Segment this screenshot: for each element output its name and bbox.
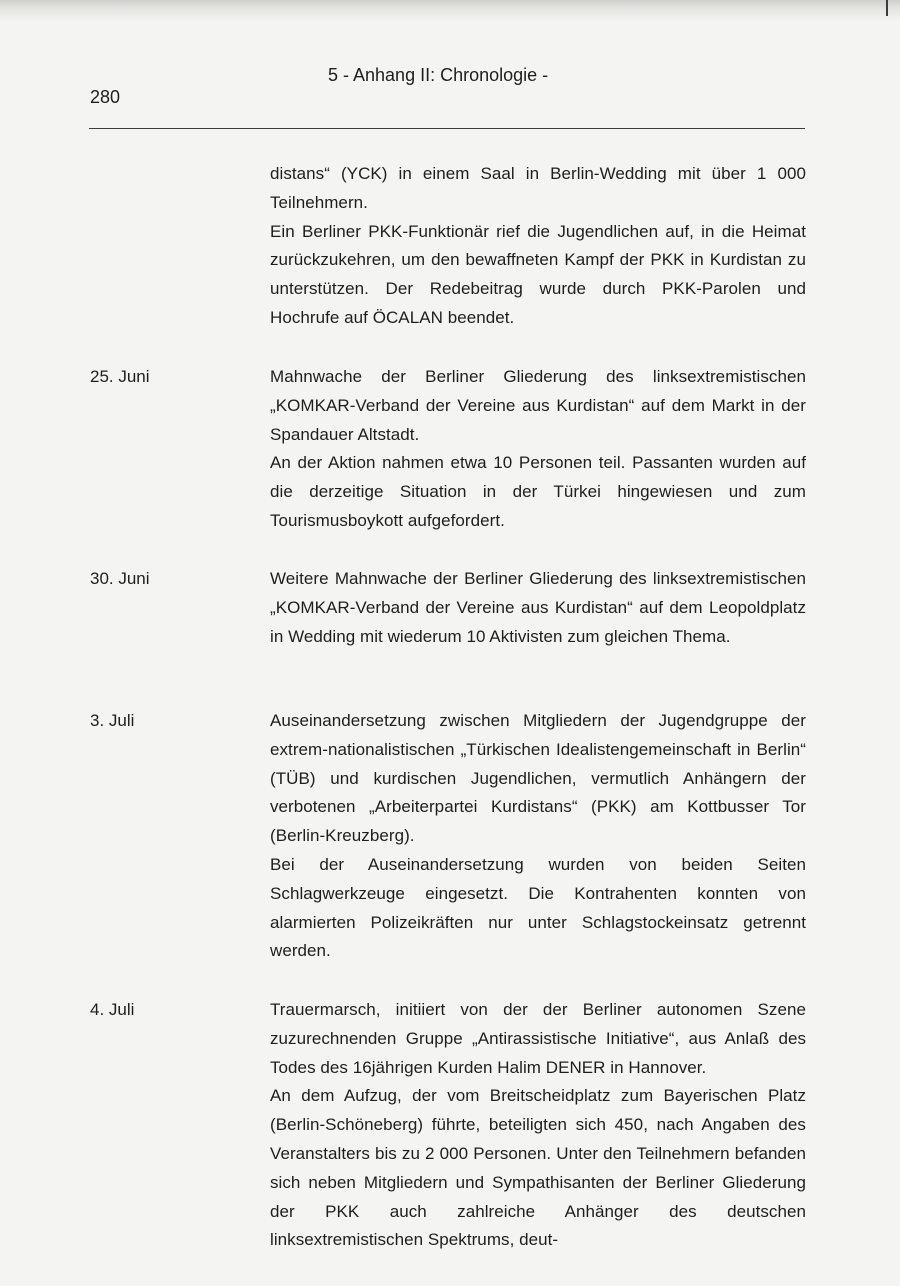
entry-date: 4. Juli xyxy=(90,1000,135,1019)
entry-paragraph: Mahnwache der Berliner Gliederung des linksextremistischen „KOMKAR-Verband der Vereine aus Kurdistan“ auf dem Markt in der Spandauer Altstadt. xyxy=(270,367,806,444)
entry-text xyxy=(270,565,806,651)
scan-shadow xyxy=(0,0,900,22)
entry-date: 25. Juni xyxy=(90,367,150,386)
entry-text xyxy=(270,996,806,1255)
entry-date: 30. Juni xyxy=(90,569,150,588)
entry-paragraph: Bei der Auseinandersetzung wurden von beiden Seiten Schlagwerkzeuge eingesetzt. Die Kontrahenten konnten von alarmierten Polizeikräften nur unter Schlagstockeinsatz getrennt werden. xyxy=(270,854,806,961)
entry-paragraph: An der Aktion nahmen etwa 10 Personen teil. Passanten wurden auf die derzeitige Situation in der Türkei hingewiesen und zum Tourismusboykott aufgefordert. xyxy=(270,453,806,530)
entry-paragraph: Auseinandersetzung zwischen Mitgliedern der Jugendgruppe der extrem-nationalistischen „Türkischen Idealistengemeinschaft in Berlin“ (TÜB) und kurdischen Jugendlichen, vermutlich Anhängern der verbotenen „Arbeiterpartei Kurdistans“ (PKK) am Kottbusser Tor (Berlin-Kreuzberg). xyxy=(270,711,806,846)
entry-date: 3. Juli xyxy=(90,711,135,730)
entry-text xyxy=(270,363,806,536)
entry-text xyxy=(270,160,806,333)
page-number: 280 xyxy=(90,87,121,107)
scan-edge-mark xyxy=(886,0,888,16)
running-title: 5 - Anhang II: Chronologie - xyxy=(328,65,549,85)
entry-text xyxy=(270,707,806,966)
entry-paragraph: An dem Aufzug, der vom Breitscheidplatz zum Bayerischen Platz (Berlin-Schöneberg) führte, beteiligten sich 450, nach Angaben des Veranstalters bis zu 2 000 Personen. Unter den Teilnehmern befanden sich neben Mitgliedern und Sympathisanten der Berliner Gliederung der PKK auch zahlreiche Anhänger des deutschen linksextremistischen Spektrums, deut- xyxy=(270,1086,806,1250)
header-divider xyxy=(89,128,805,129)
entry-paragraph: Weitere Mahnwache der Berliner Gliederung des linksextremistischen „KOMKAR-Verband der Vereine aus Kurdistan“ auf dem Leopoldplatz in Wedding mit wiederum 10 Aktivisten zum gleichen Thema. xyxy=(270,569,806,646)
entry-paragraph: Trauermarsch, initiiert von der der Berliner autonomen Szene zuzurechnenden Gruppe „Antirassistische Initiative“, aus Anlaß des Todes des 16jährigen Kurden Halim DENER in Hannover. xyxy=(270,1000,806,1077)
entry-paragraph: Ein Berliner PKK-Funktionär rief die Jugendlichen auf, in die Heimat zurückzukehren, um den bewaffneten Kampf der PKK in Kurdistan zu unterstützen. Der Redebeitrag wurde durch PKK-Parolen und Hochrufe auf ÖCALAN beendet. xyxy=(270,221,806,327)
entry-paragraph: distans“ (YCK) in einem Saal in Berlin-Wedding mit über 1 000 Teilnehmern. xyxy=(270,164,806,212)
